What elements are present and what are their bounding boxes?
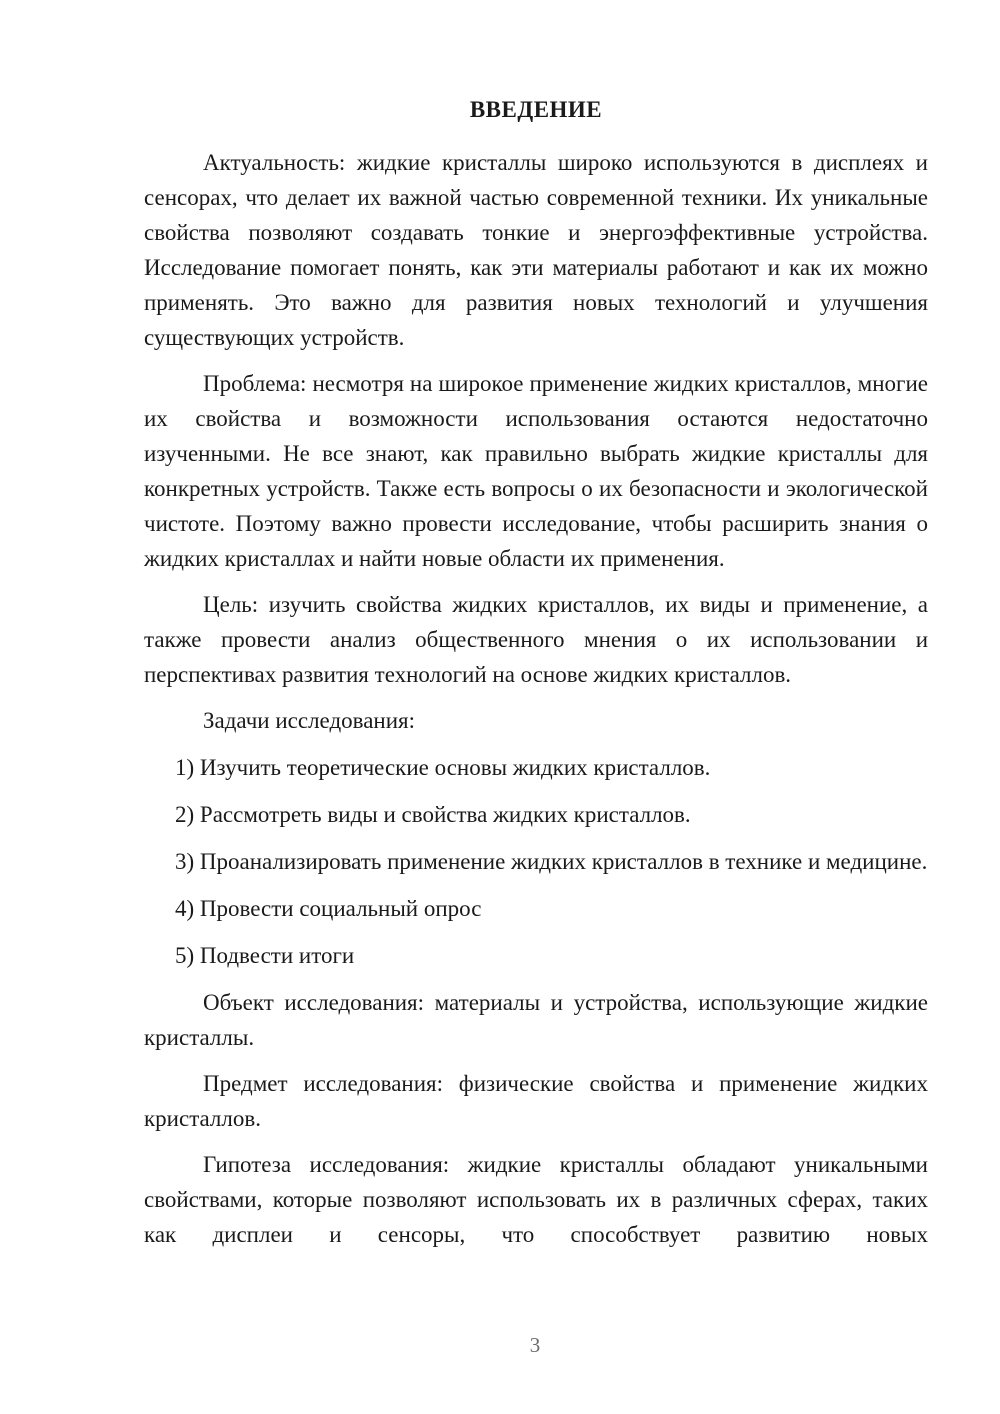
paragraph-relevance: Актуальность: жидкие кристаллы широко используются в дисплеях и сенсорах, что делает их важной частью современной техники. Их уникальные свойства позволяют создавать тонкие и энергоэффективные устройства. Исследование помогает понять, как эти материалы работают и как их можно применять. Это важно для развития новых технологий и улучшения существующих устройств. (144, 150, 928, 350)
document-page (144, 95, 928, 1252)
paragraph-problem: Проблема: несмотря на широкое применение жидких кристаллов, многие их свойства и возможности использования остаются недостаточно изученными. Не все знают, как правильно выбрать жидкие кристаллы для конкретных устройств. Также есть вопросы о их безопасности и экологической чистоте. Поэтому важно провести исследование, чтобы расширить знания о жидких кристаллах и найти новые области их применения. (144, 371, 928, 571)
task-item-4: 4) Провести социальный опрос (175, 896, 482, 921)
paragraph-subject: Предмет исследования: физические свойства и применение жидких кристаллов. (144, 1071, 928, 1131)
task-item-3: 3) Проанализировать применение жидких кристаллов в технике и медицине. (175, 849, 928, 874)
paragraph-object: Объект исследования: материалы и устройства, использующие жидкие кристаллы. (144, 990, 928, 1050)
task-item-5: 5) Подвести итоги (175, 943, 355, 968)
task-item-1: 1) Изучить теоретические основы жидких кристаллов. (175, 755, 711, 780)
page-number: 3 (529, 1333, 541, 1357)
page-title: ВВЕДЕНИЕ (469, 97, 603, 122)
paragraph-hypothesis: Гипотеза исследования: жидкие кристаллы обладают уникальными свойствами, которые позволяют использовать их в различных сферах, таких как дисплеи и сенсоры, что способствует развитию новых (144, 1152, 928, 1247)
task-item-2: 2) Рассмотреть виды и свойства жидких кристаллов. (175, 802, 691, 827)
paragraph-goal: Цель: изучить свойства жидких кристаллов, их виды и применение, а также провести анализ общественного мнения о их использовании и перспективах развития технологий на основе жидких кристаллов. (144, 592, 928, 687)
tasks-heading: Задачи исследования: (203, 708, 416, 733)
